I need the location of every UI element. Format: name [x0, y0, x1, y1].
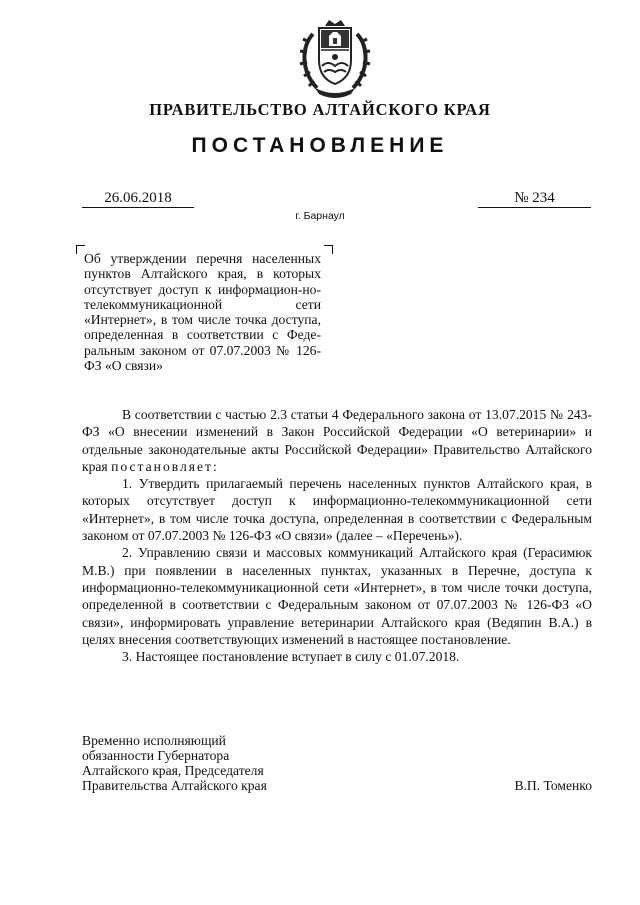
document-date: 26.06.2018: [82, 190, 194, 208]
preamble-text: В соответствии с частью 2.3 статьи 4 Федерального закона от 13.07.2015 № 243-ФЗ «О внесении изменений в Закон Российской Федерации «О ветеринарии» и отдельные законодательные акты Российской Федерации» Правительство Алтайского края: [82, 407, 592, 474]
coat-of-arms-icon: [295, 14, 375, 100]
signatory-name: В.П. Томенко: [514, 778, 592, 793]
body-item-1: 1. Утвердить прилагаемый перечень населенных пунктов Алтайского края, в которых отсутствует доступ к информационно-телекоммуникационной сети «Интернет», в том числе точка доступа, определенная в соответствии с Федеральным законом от 07.07.2003 № 126-ФЗ «О связи» (далее – «Перечень»).: [82, 476, 592, 544]
document-number: № 234: [478, 190, 591, 208]
document-city: г. Барнаул: [295, 210, 345, 222]
government-title: ПРАВИТЕЛЬСТВО АЛТАЙСКОГО КРАЯ: [149, 100, 491, 119]
preamble-paragraph: [82, 406, 592, 475]
signatory-position-line: Временно исполняющий: [82, 733, 226, 748]
document-body: [82, 406, 592, 665]
heading-bracket-right: [324, 245, 333, 254]
body-item-2: 2. Управлению связи и массовых коммуникаций Алтайского края (Герасимюк М.В.) при появлении в населенных пунктах, указанных в Перечне, доступа к информационно-телекоммуникационной сети «Интернет», в том числе точки доступа, определенной в соответствии с Федеральным законом от 07.07.2003 № 126-ФЗ «О связи», информировать управление ветеринарии Алтайского края (Ведяпин В.А.) в целях внесения соответствующих изменений в настоящее постановление.: [82, 545, 592, 647]
document-type-title: ПОСТАНОВЛЕНИЕ: [191, 134, 449, 157]
resolves-word: постановляет:: [111, 458, 219, 474]
signatory-position-line: обязанности Губернатора: [82, 748, 230, 763]
document-heading: Об утверждении перечня населенных пунктов Алтайского края, в которых отсутствует доступ к информацион-но-телекоммуникационной сети «Интернет», в том числе точка доступа, определенная в соответствии с Феде-ральным законом от 07.07.2003 № 126-ФЗ «О связи»: [84, 251, 321, 374]
signatory-position-line: Алтайского края, Председателя: [82, 763, 264, 778]
signatory-position-line: Правительства Алтайского края: [82, 778, 267, 793]
body-item-3: 3. Настоящее постановление вступает в силу с 01.07.2018.: [122, 649, 460, 665]
signatory-position: [82, 733, 342, 793]
